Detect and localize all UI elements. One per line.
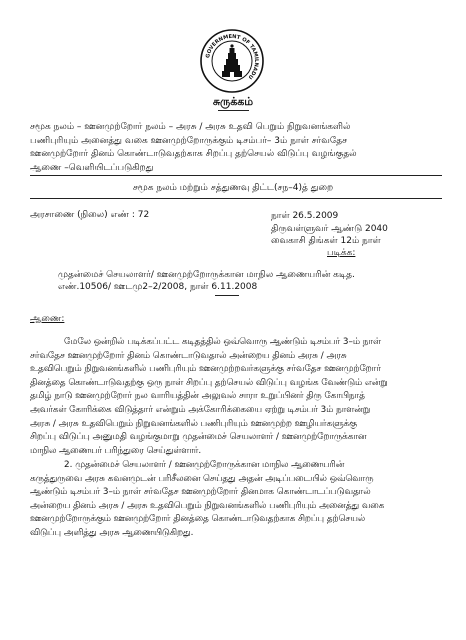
paragraph-line: அவர்கள் கோரிக்கை விடுத்தார் என்றும் அக்கோரிக்கையை ஏற்று டிசம்பர் 3ம் நாளன்று bbox=[30, 404, 371, 415]
paragraph-line: சிறப்பு விடுப்பு அனுமதி வழங்குமாறு முதன்மைச் செயலாளர் / ஊனமுற்றோருக்கான bbox=[30, 432, 367, 443]
paragraph-line: அரசு / அரசு உதவிபெறும் நிறுவனங்களில் பணிபுரியும் ஊனமுற்ற ஊழியர்களுக்கு bbox=[30, 418, 357, 429]
reference-block bbox=[58, 269, 355, 293]
subject-line: சமூக நலம் – ஊனமுற்றோர் நலம் – அரசு / அரசு உதவி பெறும் நிறுவனங்களில் bbox=[30, 122, 351, 132]
tamil-year: திருவள்ளுவர் ஆண்டு 2040 bbox=[271, 223, 388, 234]
title-underline bbox=[218, 110, 249, 111]
order-paragraph-1 bbox=[30, 336, 442, 458]
paragraph-line: 2. முதன்மைச் செயலாளர் / ஊனமுற்றோருக்கான மாநில ஆணையரின் bbox=[64, 460, 345, 470]
document-title: சுருக்கம் bbox=[212, 95, 254, 108]
paragraph-line: விடுப்பு அளித்து அரசு ஆணையிடுகிறது. bbox=[30, 527, 194, 538]
divider-bottom bbox=[30, 198, 442, 199]
paragraph-line: உதவிபெறும் நிறுவனங்களில் பணிபுரியும் ஊனமுற்றவர்களுக்கு சர்வதேச ஊனமுற்றோர் bbox=[30, 364, 381, 375]
department-name: சமூக நலம் மற்றும் சத்துணவு திட்ட(சந–4)த் துறை bbox=[132, 183, 334, 193]
reference-separator bbox=[215, 295, 239, 296]
paragraph-line: மேலே ஒன்றில் படிக்கப்பட்ட கடிதத்தில் ஒவ்வொரு ஆண்டும் டிசம்பர் 3–ம் நாள் bbox=[64, 337, 381, 347]
go-date-block bbox=[271, 210, 388, 248]
tamil-month-day: வைகாசி திங்கள் 12ம் நாள் bbox=[271, 236, 381, 246]
subject-block bbox=[30, 121, 442, 175]
go-date: நாள் 26.5.2009 bbox=[271, 211, 339, 221]
subject-line: பணிபுரியும் அனைத்து வகை ஊனமுற்றோருக்கும் டிசம்பர்– 3ம் நாள் சர்வதேச bbox=[30, 135, 348, 146]
reference-line: எண்.10506/ ஊடமு2–2/2008, நாள் 6.11.2008 bbox=[58, 282, 258, 292]
reference-line: முதன்மைச் செயலாளர்/ ஊனமுற்றோருக்கான மாநில ஆணையரின் கடித. bbox=[58, 270, 355, 280]
emblem-ring-text: GOVERNMENT OF TAMILNADU bbox=[205, 33, 260, 81]
paragraph-line: ஊனமுற்றோருக்கும் ஊனமுற்றோர் தினத்தை கொண்டாடுவதற்காக சிறப்பு தற்செயல் bbox=[30, 514, 366, 525]
tamil-nadu-government-emblem-icon bbox=[200, 29, 264, 93]
paragraph-line: கருத்துருவை அரசு கவனமுடன் பரிசீலனை செய்தது அதன் அடிப்படையில் ஒவ்வொரு bbox=[30, 473, 374, 484]
order-paragraph-2 bbox=[30, 459, 442, 541]
paragraph-line: தினத்தை கொண்டாடுவதற்கு ஒரு நாள் சிறப்பு தற்செயல் விடுப்பு வழங்க வேண்டும் என்று bbox=[30, 377, 388, 388]
subject-line: ஆணை –வெளியிடப்படுகிறது bbox=[30, 162, 154, 173]
paragraph-line: மாநில ஆணையர் பரிந்துரை செய்துள்ளார். bbox=[30, 445, 202, 456]
read-label: படிக்க: bbox=[327, 248, 356, 258]
go-number: அரசாணை (நிலை) எண் : 72 bbox=[30, 210, 150, 220]
paragraph-line: தமிழ் நாடு ஊனமுற்றோர் நல வாரியத்தின் அலுவல் சாரா உறுப்பினர் திரு கோபிநாத் bbox=[30, 391, 365, 402]
divider-top bbox=[30, 175, 442, 176]
paragraph-line: அன்றைய தினம் அரசு / அரசு உதவிபெறும் நிறுவனங்களில் பணிபுரியும் அனைத்து வகை bbox=[30, 500, 385, 511]
order-heading: ஆணை: bbox=[30, 314, 65, 324]
subject-line: ஊனமுற்றோர் தினம் கொண்டாடுவதற்காக சிறப்பு தற்செயல் விடுப்பு வழங்குதல் bbox=[30, 149, 357, 159]
paragraph-line: சர்வதேச ஊனமுற்றோர் தினம் கொண்டாடுவதால் அன்றைய தினம் அரசு / அரசு bbox=[30, 350, 347, 361]
paragraph-line: ஆண்டும் டிசம்பர் 3–ம் நாள் சர்வதேச ஊனமுற்றோர் தினமாக கொண்டாடப்படுவதால் bbox=[30, 487, 371, 498]
